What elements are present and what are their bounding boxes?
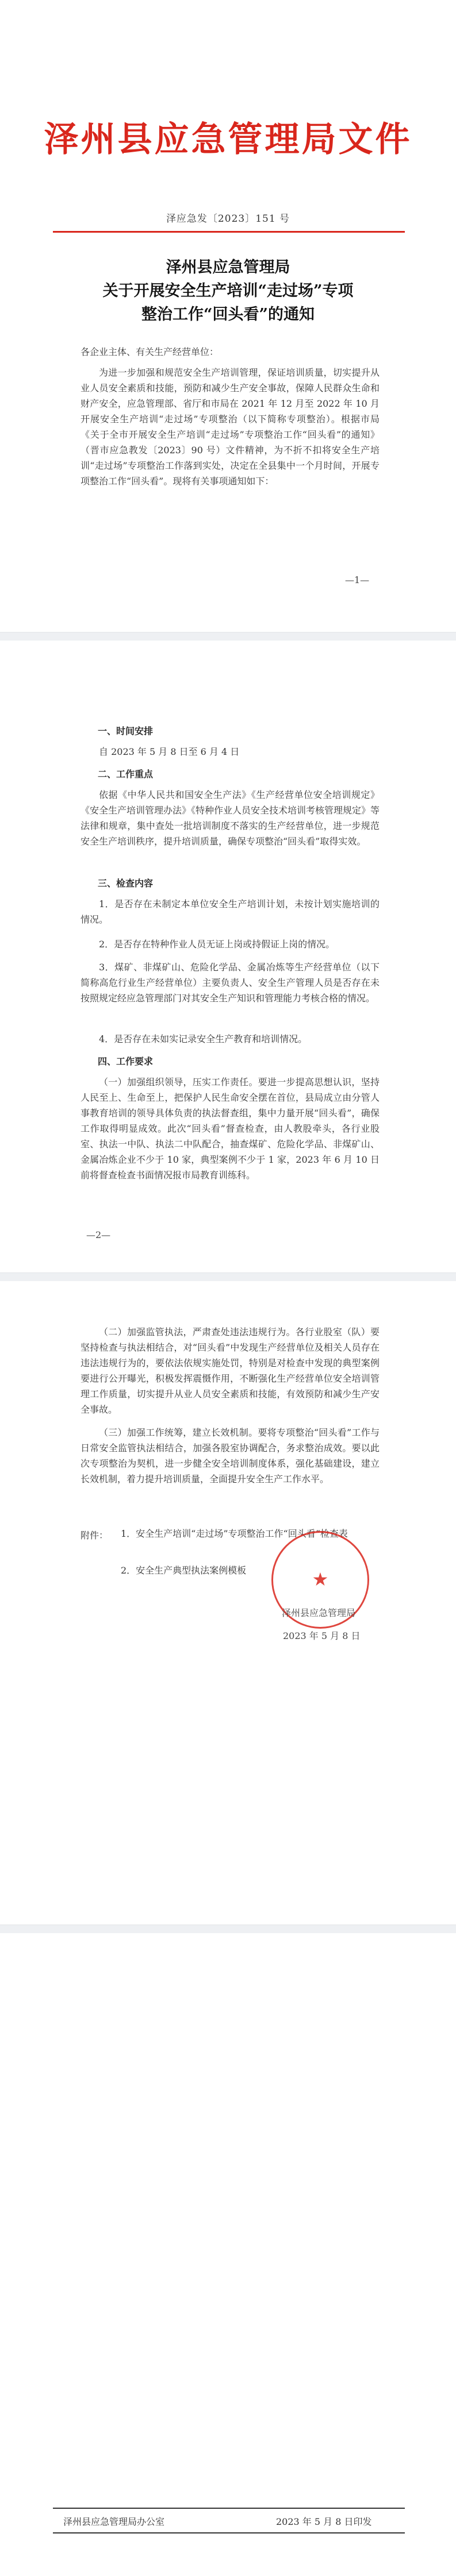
signature-date: 2023 年 5 月 8 日	[283, 1630, 361, 1641]
footer-top-rule	[53, 2508, 405, 2509]
page-2	[0, 641, 456, 1272]
page-separator	[0, 1925, 456, 1934]
footer-issue-date: 2023 年 5 月 8 日印发	[276, 2516, 372, 2527]
section-1-heading: 一、时间安排	[98, 726, 154, 736]
doc-title-line1: 泽州县应急管理局	[166, 259, 290, 276]
attachment-item-1: 1．安全生产培训“走过场”专项整治工作“回头看”检查表	[121, 1528, 348, 1539]
section-3-heading: 三、检查内容	[98, 878, 154, 889]
footer-bottom-rule	[53, 2532, 405, 2533]
section-3-item-3: 3．煤矿、非煤矿山、危险化学品、金属冶炼等生产经营单位（以下简称高危行业生产经营单位）主要负责人、安全生产管理人员是否存在未按照规定经应急管理部门对其安全生产知识和管理能力考核合格的情况。	[81, 962, 380, 1004]
page-1	[0, 0, 456, 632]
page-separator	[0, 1272, 456, 1282]
section-1-text: 自 2023 年 5 月 8 日至 6 月 4 日	[99, 746, 240, 757]
footer-issuer: 泽州县应急管理局办公室	[63, 2516, 165, 2527]
page-number-2: —2—	[86, 1229, 111, 1240]
doc-title-line3: 整治工作“回头看”的通知	[141, 306, 315, 323]
doc-number: 泽应急发〔2023〕151 号	[166, 213, 290, 225]
attachment-item-2: 2．安全生产典型执法案例模板	[121, 1565, 247, 1576]
section-3-item-4: 4．是否存在未如实记录安全生产教育和培训情况。	[99, 1034, 308, 1044]
signature-org: 泽州县应急管理局	[282, 1607, 356, 1618]
salutation: 各企业主体、有关生产经营单位：	[81, 346, 219, 357]
section-3-item-2: 2．是否存在特种作业人员无证上岗或持假证上岗的情况。	[99, 939, 335, 950]
seal-star-icon: ★	[312, 1568, 329, 1590]
section-4-heading: 四、工作要求	[98, 1056, 154, 1067]
page-separator	[0, 632, 456, 641]
section-4-item-1: （一）加强组织领导，压实工作责任。要进一步提高思想认识，坚持人民至上、生命至上，把保护人民生命安全摆在首位，县局成立由分管人事教育培训的领导具体负责的执法督查组，集中力量开展“回头看”，确保工作取得明显成效。此次“回头看”督查检查，由人教股牵头，各行业股室、执法一中队、执法二中队配合，抽查煤矿、危险化学品、非煤矿山、金属冶炼企业不少于 10 家，典型案例不少于 1 家，2023 年 6 月 10 日前将督查检查书面情况报市局教育训练科。	[81, 1077, 380, 1181]
attachments-label: 附件：	[81, 1530, 109, 1541]
section-3-item-1: 1．是否存在未制定本单位安全生产培训计划，未按计划实施培训的情况。	[81, 898, 380, 925]
page-number-1: —1—	[345, 574, 370, 585]
section-2-text: 依据《中华人民共和国安全生产法》《生产经营单位安全培训规定》《安全生产培训管理办法》《特种作业人员安全技术培训考核管理规定》等法律和规章，集中查处一批培训制度不落实的生产经营单位，进一步规范安全生产培训秩序，提升培训质量，确保专项整治“回头看”取得实效。	[81, 789, 380, 847]
section-4-item-3: （三）加强工作统筹，建立长效机制。要将专项整治“回头看”工作与日常安全监管执法相结合，加强各股室协调配合，务求整治成效。要以此次专项整治为契机，进一步健全安全培训制度体系，强化基础建设，建立长效机制，着力提升培训质量，全面提升安全生产工作水平。	[81, 1427, 380, 1484]
intro-paragraph: 为进一步加强和规范安全生产培训管理，保证培训质量，切实提升从业人员安全素质和技能，预防和减少生产安全事故，保障人民群众生命和财产安全，应急管理部、省厅和市局在 2021 年 12 月至 2022 年 10 月开展安全生产培训“走过场”专项整治（以下简称专项整治）。根据市局《关于全市开展安全生产培训“走过场”专项整治工作“回头看”的通知》（晋市应急教发〔2023〕90 号）文件精神，为不折不扣将安全生产培训“走过场”专项整治工作落到实处，决定在全县集中一个月时间，开展专项整治工作“回头看”。现将有关事项通知如下：	[81, 367, 380, 487]
header-title: 泽州县应急管理局文件	[44, 119, 412, 160]
section-2-heading: 二、工作重点	[98, 769, 154, 780]
page-3	[0, 1281, 456, 1925]
doc-title-line2: 关于开展安全生产培训“走过场”专项	[102, 282, 354, 300]
red-header-rule	[53, 231, 405, 233]
page-4	[0, 1933, 456, 2576]
section-4-item-2: （二）加强监管执法，严肃查处违法违规行为。各行业股室（队）要坚持检查与执法相结合，对“回头看”中发现生产经营单位及相关人员存在违法违规行为的，要依法依规实施处罚，特别是对检查中发现的典型案例要进行公开曝光，积极发挥震慑作用，不断强化生产经营单位安全培训管理工作质量，切实提升从业人员安全素质和技能，有效预防和减少生产安全事故。	[81, 1326, 380, 1415]
